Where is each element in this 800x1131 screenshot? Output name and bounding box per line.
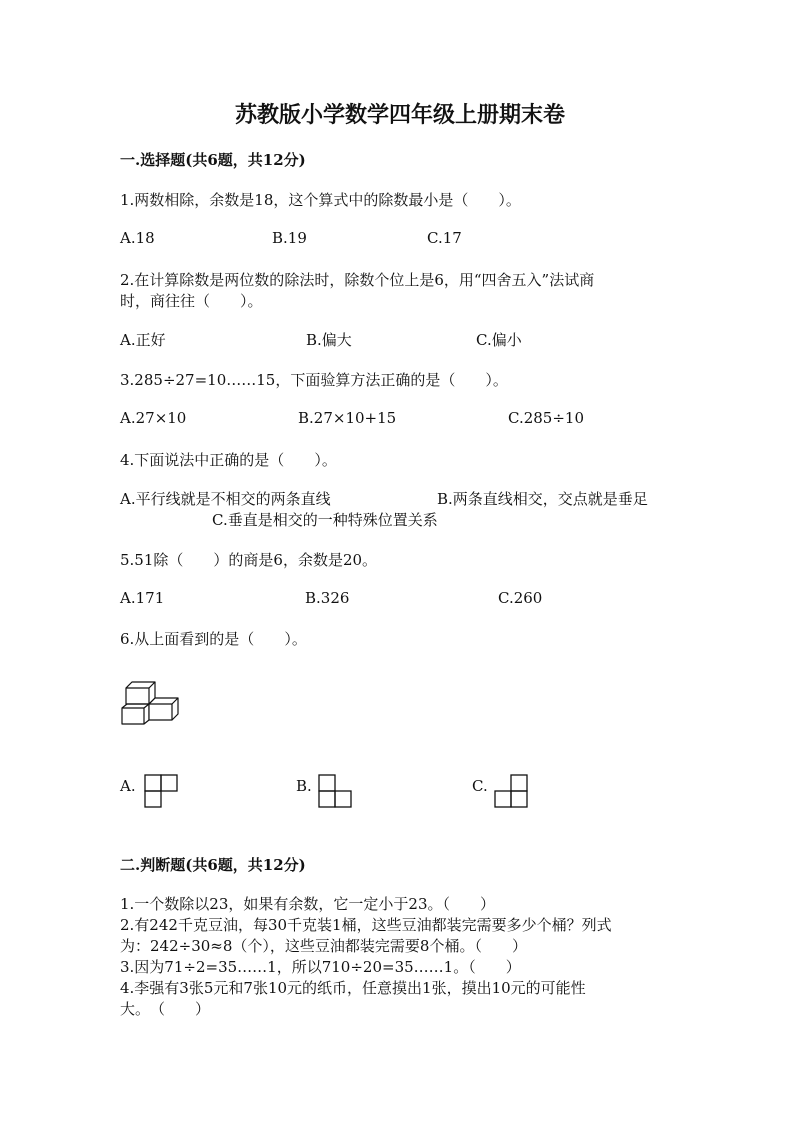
q6-option-c-view-icon xyxy=(494,774,528,808)
question-3-text: 3.285÷27=10……15，下面验算方法正确的是（ ）。 xyxy=(120,371,508,389)
section-heading-judgment: 二.判断题(共6题，共12分) xyxy=(120,856,306,874)
question-1-text: 1.两数相除，余数是18，这个算式中的除数最小是（ ）。 xyxy=(120,191,521,209)
q3-option-a: A.27×10 xyxy=(120,409,187,427)
question-5-text: 5.51除（ ）的商是6，余数是20。 xyxy=(120,551,378,569)
q5-option-c: C.260 xyxy=(498,589,543,607)
question-2-text-line1: 2.在计算除数是两位数的除法时，除数个位上是6，用“四舍五入”法试商 xyxy=(120,271,595,289)
question-2-text-line2: 时，商往往（ ）。 xyxy=(120,292,263,310)
q6-option-a-view-icon xyxy=(144,774,178,808)
q3-option-c: C.285÷10 xyxy=(508,409,584,427)
stacked-cubes-figure xyxy=(120,680,182,726)
q2-option-a: A.正好 xyxy=(120,331,166,349)
section-heading-choice: 一.选择题(共6题，共12分) xyxy=(120,151,306,169)
judgment-3-text: 3.因为71÷2=35……1，所以710÷20=35……1。（ ） xyxy=(120,958,521,976)
q5-option-b: B.326 xyxy=(305,589,350,607)
q6-option-b-label: B. xyxy=(296,777,312,795)
q5-option-a: A.171 xyxy=(120,589,165,607)
q1-option-a: A.18 xyxy=(120,229,155,247)
judgment-4-text-line1: 4.李强有3张5元和7张10元的纸币，任意摸出1张，摸出10元的可能性 xyxy=(120,979,586,997)
q4-option-b: B.两条直线相交，交点就是垂足 xyxy=(437,490,648,508)
judgment-2-text-line1: 2.有242千克豆油，每30千克装1桶，这些豆油都装完需要多少个桶？列式 xyxy=(120,916,612,934)
question-4-text: 4.下面说法中正确的是（ ）。 xyxy=(120,451,337,469)
q4-option-a: A.平行线就是不相交的两条直线 xyxy=(120,490,331,508)
q2-option-b: B.偏大 xyxy=(306,331,352,349)
q6-option-c-label: C. xyxy=(472,777,488,795)
q6-option-a-label: A. xyxy=(120,777,136,795)
judgment-4-text-line2: 大。 （ ） xyxy=(120,1000,211,1018)
page-title: 苏教版小学数学四年级上册期末卷 xyxy=(234,102,565,128)
q4-option-c: C.垂直是相交的一种特殊位置关系 xyxy=(212,511,438,529)
question-6-text: 6.从上面看到的是（ ）。 xyxy=(120,630,307,648)
judgment-2-text-line2: 为：242÷30≈8（个），这些豆油都装完需要8个桶。（ ） xyxy=(120,937,527,955)
q2-option-c: C.偏小 xyxy=(476,331,522,349)
q6-option-b-view-icon xyxy=(318,774,352,808)
q1-option-b: B.19 xyxy=(272,229,307,247)
q1-option-c: C.17 xyxy=(427,229,462,247)
q3-option-b: B.27×10+15 xyxy=(298,409,397,427)
judgment-1-text: 1.一个数除以23，如果有余数，它一定小于23。（ ） xyxy=(120,895,495,913)
